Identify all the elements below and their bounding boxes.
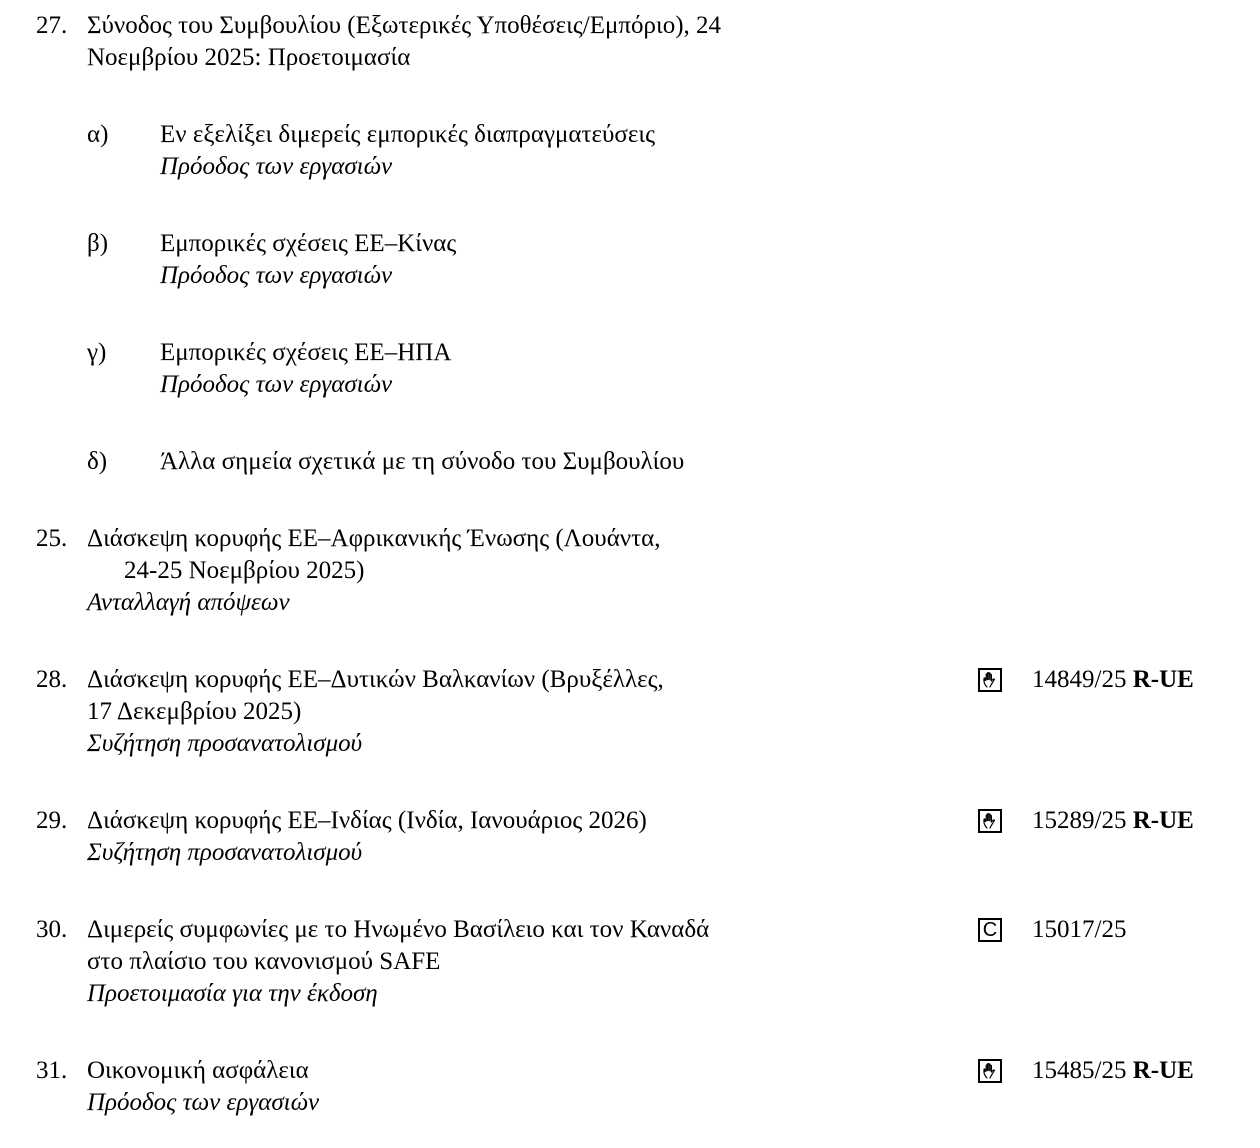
item-title-line-1: Σύνοδος του Συμβουλίου (Εξωτερικές Υποθέσεις/Εμπόριο), 24 [87,12,722,39]
item-action: Προετοιμασία για την έκδοση [87,980,378,1007]
subitem-title: Εμπορικές σχέσεις ΕΕ–Κίνας [160,230,457,257]
item-title-line-2: Νοεμβρίου 2025: Προετοιμασία [87,44,411,71]
item-number: 30. [36,916,68,943]
document-suffix: R-UE [1132,666,1194,693]
hand-icon [978,668,1002,692]
document-reference [1032,804,1194,838]
item-title-line-2: 24-25 Νοεμβρίου 2025) [124,557,365,584]
subitem-action: Πρόοδος των εργασιών [160,262,393,289]
subitem-title: Άλλα σημεία σχετικά με τη σύνοδο του Συμβουλίου [160,448,685,475]
hand-icon [978,1059,1002,1083]
item-action: Συζήτηση προσανατολισμού [87,730,363,757]
document-suffix: R-UE [1132,807,1194,834]
subitem-title: Εν εξελίξει διμερείς εμπορικές διαπραγματεύσεις [160,121,656,148]
document-number: 15289/25 [1032,807,1127,834]
c-icon-letter: C [982,919,998,941]
subitem-label: α) [87,121,109,148]
item-title-line-1: Οικονομική ασφάλεια [87,1057,309,1084]
item-number: 28. [36,666,68,693]
item-title-line-1: Διάσκεψη κορυφής ΕΕ–Δυτικών Βαλκανίων (Βρυξέλλες, [87,666,664,693]
hand-icon [978,809,1002,833]
subitem-label: β) [87,230,109,257]
item-number: 31. [36,1057,68,1084]
document-reference [1032,913,1126,947]
item-title-line-2: 17 Δεκεμβρίου 2025) [87,698,302,725]
item-number: 25. [36,525,68,552]
item-number: 29. [36,807,68,834]
item-title-line-1: Διάσκεψη κορυφής ΕΕ–Ινδίας (Ινδία, Ιανουάριος 2026) [87,807,647,834]
c-icon [978,918,1002,942]
subitem-label: γ) [87,339,107,366]
document-number: 15017/25 [1032,916,1127,943]
document-suffix: R-UE [1132,1057,1194,1084]
subitem-action: Πρόοδος των εργασιών [160,153,393,180]
item-title-line-1: Διάσκεψη κορυφής ΕΕ–Αφρικανικής Ένωσης (Λουάντα, [87,525,661,552]
subitem-label: δ) [87,448,108,475]
item-action: Συζήτηση προσανατολισμού [87,839,363,866]
item-title-line-2: στο πλαίσιο του κανονισμού SAFE [87,948,441,975]
subitem-title: Εμπορικές σχέσεις ΕΕ–ΗΠΑ [160,339,452,366]
subitem-action: Πρόοδος των εργασιών [160,371,393,398]
document-number: 14849/25 [1032,666,1127,693]
document-reference [1032,663,1194,697]
item-title-line-1: Διμερείς συμφωνίες με το Ηνωμένο Βασίλειο και τον Καναδά [87,916,710,943]
item-action: Ανταλλαγή απόψεων [87,589,290,616]
item-number: 27. [36,12,68,39]
document-number: 15485/25 [1032,1057,1127,1084]
item-action: Πρόοδος των εργασιών [87,1089,320,1116]
document-reference [1032,1054,1194,1088]
